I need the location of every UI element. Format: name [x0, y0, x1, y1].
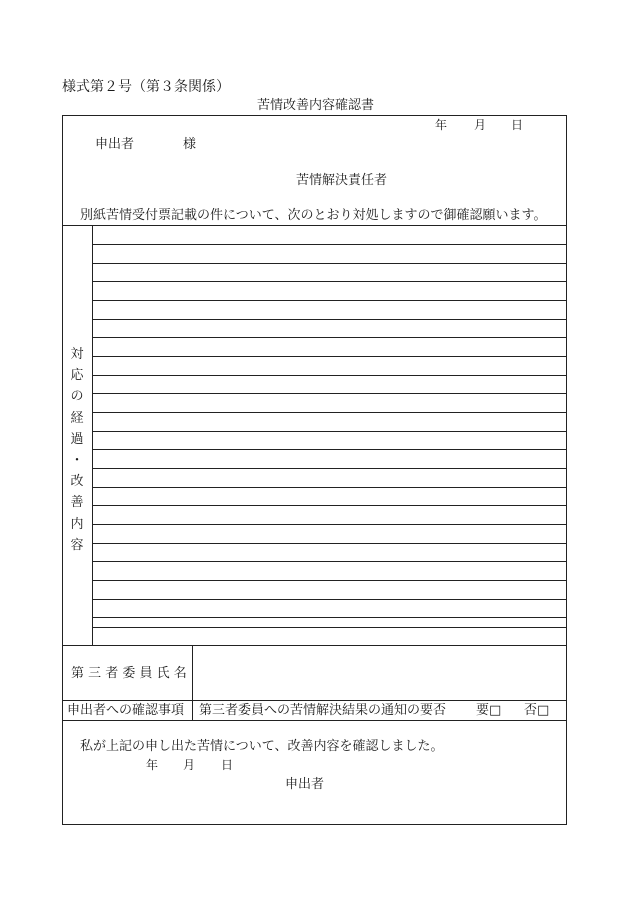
response-label-char: 過	[70, 431, 84, 447]
writing-line	[92, 412, 567, 413]
confirmation-label: 申出者への確認事項	[67, 703, 185, 718]
third-party-name-field[interactable]	[200, 666, 560, 682]
writing-line	[92, 580, 567, 581]
date-year-top: 年	[435, 118, 448, 132]
writing-line	[92, 468, 567, 469]
applicant-honorific: 様	[183, 137, 197, 152]
response-label-char: 改	[70, 474, 84, 490]
checkbox-not-required[interactable]: 否□	[524, 703, 550, 718]
writing-line	[92, 356, 567, 357]
document-title: 苦情改善内容確認書	[257, 98, 375, 113]
divider-confirmation	[62, 720, 567, 721]
response-label-char: 応	[70, 368, 84, 384]
writing-line	[92, 561, 567, 562]
response-label-char: の	[70, 389, 84, 405]
response-label-char: 内	[70, 516, 84, 532]
writing-line	[92, 263, 567, 264]
date-month-bottom: 月	[183, 758, 196, 772]
divider-response-section	[62, 645, 567, 646]
writing-line	[92, 627, 567, 628]
responsible-person-label: 苦情解決責任者	[296, 173, 388, 188]
writing-line	[92, 300, 567, 301]
divider-top-section	[62, 225, 567, 226]
date-day-top: 日	[511, 118, 524, 132]
writing-line	[92, 281, 567, 282]
response-label-char: ・	[70, 453, 84, 469]
applicant-label-bottom: 申出者	[285, 777, 325, 792]
writing-line	[92, 505, 567, 506]
confirmation-statement: 私が上記の申し出た苦情について、改善内容を確認しました。	[80, 739, 444, 754]
writing-line	[92, 337, 567, 338]
writing-line	[92, 543, 567, 544]
date-year-bottom: 年	[146, 758, 159, 772]
writing-line	[92, 244, 567, 245]
checkbox-required[interactable]: 要□	[476, 703, 502, 718]
writing-line	[92, 599, 567, 600]
response-section-label	[62, 344, 92, 556]
writing-line	[92, 319, 567, 320]
writing-line	[92, 487, 567, 488]
notification-question: 第三者委員への苦情解決結果の通知の要否	[199, 703, 447, 718]
writing-line	[92, 431, 567, 432]
response-label-char: 善	[70, 495, 84, 511]
response-label-char: 対	[70, 347, 84, 362]
form-number: 様式第２号（第３条関係）	[62, 79, 230, 95]
third-party-label: 第 三 者 委 員 氏 名	[71, 666, 187, 681]
third-party-divider	[192, 645, 193, 720]
response-label-char: 経	[70, 410, 84, 426]
response-label-divider	[92, 225, 93, 645]
applicant-label-top: 申出者	[95, 137, 135, 152]
date-day-bottom: 日	[221, 758, 234, 772]
writing-line	[92, 449, 567, 450]
intro-sentence: 別紙苦情受付票記載の件について、次のとおり対処しますので御確認願います。	[80, 208, 547, 223]
writing-line	[92, 393, 567, 394]
date-month-top: 月	[474, 118, 487, 132]
writing-line	[92, 617, 567, 618]
response-label-char: 容	[70, 537, 84, 553]
writing-line	[92, 375, 567, 376]
divider-third-party	[62, 700, 567, 701]
writing-line	[92, 524, 567, 525]
